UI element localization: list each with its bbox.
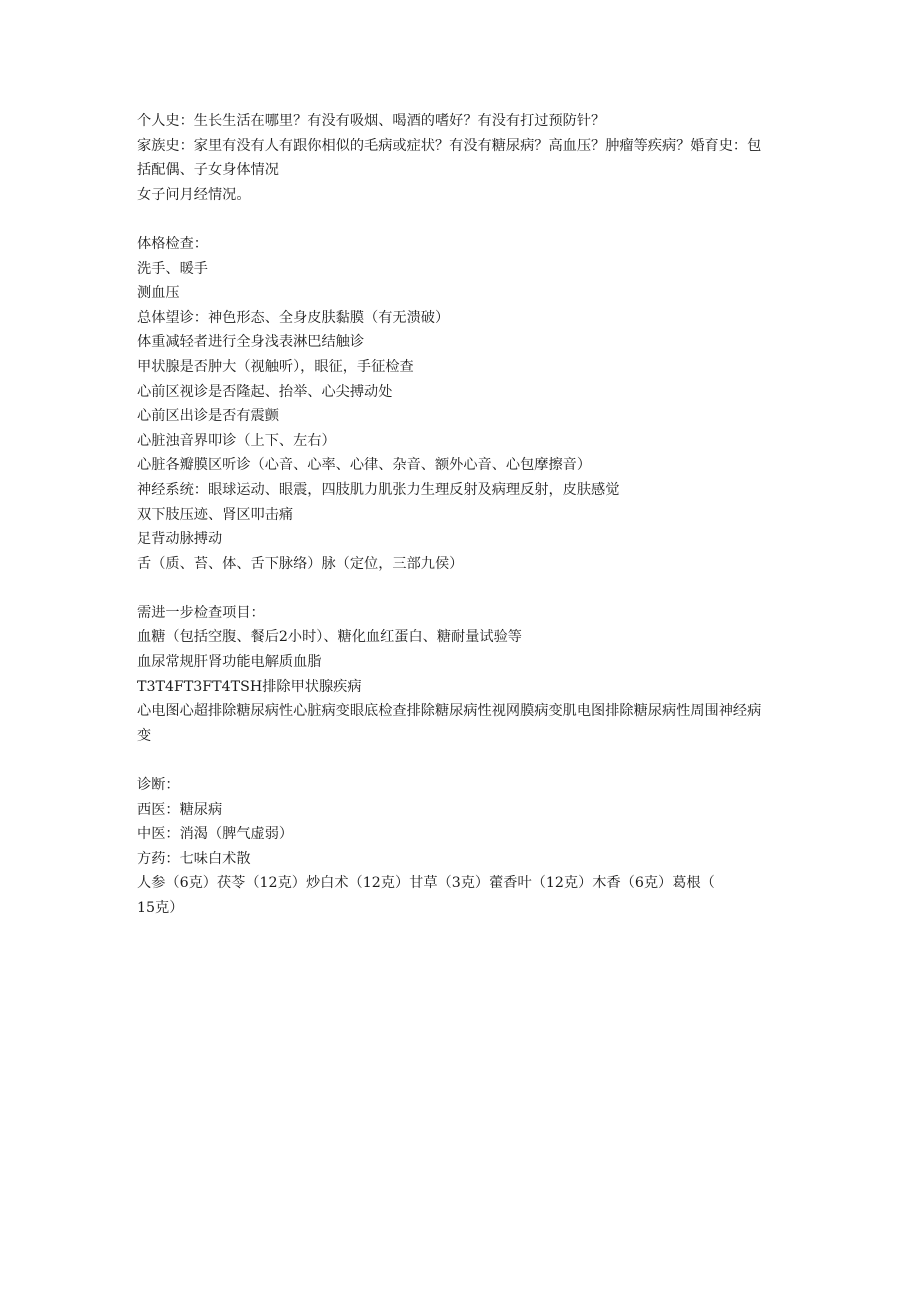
herbs-line-1: 人参（6克）茯苓（12克）炒白术（12克）甘草（3克）藿香叶（12克）木香（6克）葛根（ bbox=[137, 875, 715, 892]
western-diagnosis: 西医：糖尿病 bbox=[137, 801, 223, 818]
physical-exam-item: 洗手、暖手 bbox=[137, 260, 208, 277]
physical-exam-item: 测血压 bbox=[137, 285, 180, 302]
further-test-item: 血尿常规肝肾功能电解质血脂 bbox=[137, 654, 322, 671]
physical-exam-item: 心脏各瓣膜区听诊（心音、心率、心律、杂音、额外心音、心包摩擦音） bbox=[137, 457, 592, 474]
section-gap bbox=[137, 576, 787, 601]
section-gap bbox=[137, 207, 787, 232]
physical-exam-item: 足背动脉搏动 bbox=[137, 531, 223, 548]
physical-exam-item: 甲状腺是否肿大（视触听），眼征，手征检查 bbox=[137, 358, 414, 375]
document-body bbox=[137, 109, 787, 921]
physical-exam-heading: 体格检查： bbox=[137, 235, 208, 252]
personal-history: 个人史：生长生活在哪里？有没有吸烟、喝酒的嗜好？有没有打过预防针？ bbox=[137, 113, 606, 129]
physical-exam-item: 心前区出诊是否有震颤 bbox=[137, 408, 279, 425]
physical-exam-item: 双下肢压迹、肾区叩击痛 bbox=[137, 506, 294, 523]
section-gap bbox=[137, 748, 787, 773]
menstrual-history: 女子问月经情况。 bbox=[137, 186, 251, 203]
formula: 方药：七味白术散 bbox=[137, 850, 251, 867]
physical-exam-item: 体重减轻者进行全身浅表淋巴结触诊 bbox=[137, 334, 365, 351]
physical-exam-item: 舌（质、苔、体、舌下脉络）脉（定位，三部九侯） bbox=[137, 555, 464, 572]
further-test-item: 心电图心超排除糖尿病性心脏病变眼底检查排除糖尿病性视网膜病变肌电图排除糖尿病性周围神经病 bbox=[137, 703, 762, 720]
family-history-line-1: 家族史：家里有没有人有跟你相似的毛病或症状？有没有糖尿病？高血压？肿瘤等疾病？婚育史：包 bbox=[137, 137, 762, 154]
physical-exam-item: 心前区视诊是否隆起、抬举、心尖搏动处 bbox=[137, 383, 393, 400]
further-test-item: 血糖（包括空腹、餐后2小时）、糖化血红蛋白、糖耐量试验等 bbox=[137, 629, 522, 646]
further-tests-heading: 需进一步检查项目： bbox=[137, 604, 265, 621]
further-test-item: T3T4FT3FT4TSH排除甲状腺疾病 bbox=[137, 678, 362, 695]
physical-exam-item: 神经系统：眼球运动、眼震，四肢肌力肌张力生理反射及病理反射，皮肤感觉 bbox=[137, 481, 620, 498]
herbs-line-2: 15克） bbox=[137, 900, 184, 916]
tcm-diagnosis: 中医：消渴（脾气虚弱） bbox=[137, 826, 294, 843]
physical-exam-item: 总体望诊：神色形态、全身皮肤黏膜（有无溃破） bbox=[137, 309, 450, 326]
further-test-item: 变 bbox=[137, 727, 152, 744]
physical-exam-item: 心脏浊音界叩诊（上下、左右） bbox=[137, 432, 336, 449]
diagnosis-heading: 诊断： bbox=[137, 777, 180, 794]
family-history-line-2: 括配偶、子女身体情况 bbox=[137, 162, 279, 179]
